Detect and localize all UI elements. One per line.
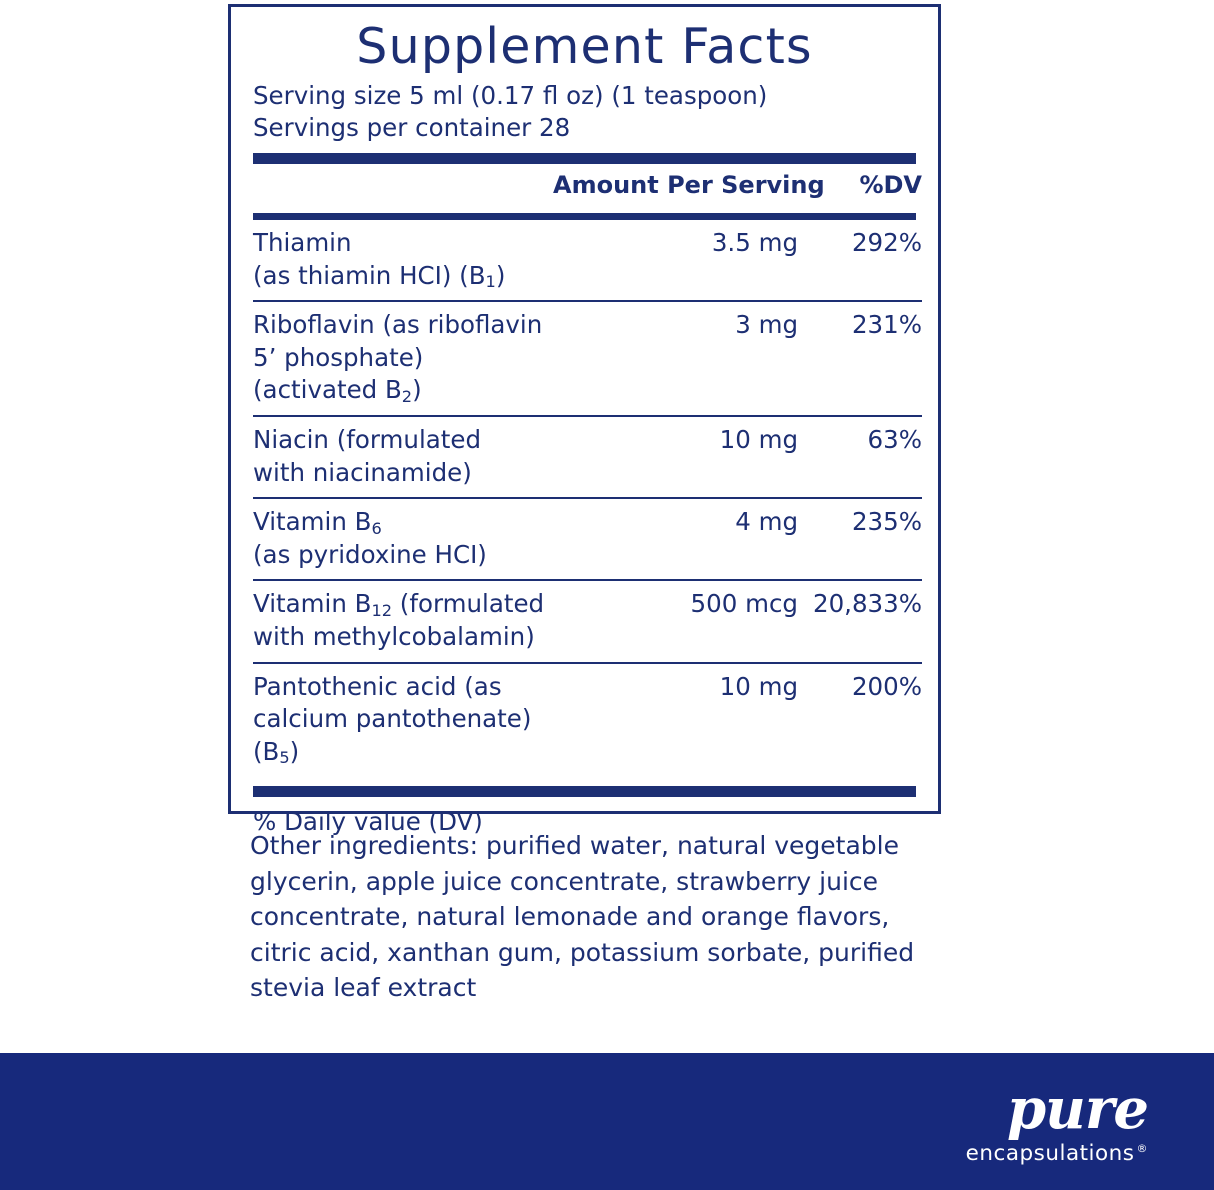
column-header-name bbox=[253, 164, 553, 207]
nutrient-name-line1-sub: 6 bbox=[371, 518, 382, 538]
nutrient-name-line2-pre: calcium pantothenate) (B bbox=[253, 704, 532, 766]
nutrient-amount: 4 mg bbox=[553, 498, 798, 580]
nutrient-name bbox=[253, 498, 553, 580]
table-row bbox=[253, 416, 922, 498]
daily-value-note: % Daily value (DV) bbox=[253, 807, 483, 837]
supplement-facts-panel bbox=[228, 4, 941, 837]
nutrient-amount: 3.5 mg bbox=[711, 228, 798, 258]
nutrient-name bbox=[253, 220, 553, 301]
page-title: Supplement Facts bbox=[356, 18, 813, 75]
nutrient-name-line2-sub: 1 bbox=[485, 272, 496, 292]
serving-size-text: Serving size 5 ml (0.17 fl oz) (1 teaspoon) bbox=[253, 81, 768, 111]
nutrient-dv: 292% bbox=[851, 228, 922, 258]
column-header-dv: %DV bbox=[859, 171, 922, 200]
nutrient-dv: 63% bbox=[798, 416, 922, 498]
nutrient-name-line1-pre: Vitamin B bbox=[253, 507, 372, 537]
nutrient-name-line1-post: (formulated bbox=[392, 589, 545, 619]
brand-tagline bbox=[966, 1141, 1148, 1166]
table-header-row bbox=[253, 164, 922, 207]
nutrition-table bbox=[253, 164, 922, 207]
nutrient-dv: 231% bbox=[798, 301, 922, 416]
nutrient-name-line2-post: ) bbox=[412, 375, 422, 405]
nutrient-name bbox=[253, 580, 553, 662]
nutrient-dv: 235% bbox=[798, 498, 922, 580]
nutrient-name-line2-pre: with niacinamide) bbox=[253, 457, 472, 487]
nutrient-name-line2-pre: (as pyridoxine HCI) bbox=[253, 539, 487, 569]
nutrient-name-line1-sub: 12 bbox=[371, 600, 393, 620]
nutrient-name-line1: Riboflavin (as riboflavin bbox=[253, 310, 543, 340]
nutrient-name bbox=[253, 301, 553, 416]
nutrient-name bbox=[253, 416, 553, 498]
servings-per-container-text: Servings per container 28 bbox=[253, 112, 571, 142]
rule-under-header bbox=[253, 213, 916, 220]
panel-inner bbox=[231, 18, 938, 838]
nutrient-name-line2-sub: 2 bbox=[401, 387, 413, 407]
nutrient-name-line2-post: ) bbox=[289, 736, 300, 766]
nutrient-name-line1: Niacin (formulated bbox=[253, 425, 482, 455]
table-row bbox=[253, 301, 922, 416]
table-row bbox=[253, 580, 922, 662]
nutrient-name-line1-pre: Vitamin B bbox=[253, 589, 372, 619]
rule-thick-top bbox=[253, 153, 916, 164]
table-row bbox=[253, 663, 922, 777]
nutrient-amount: 10 mg bbox=[553, 663, 798, 777]
brand-name: pure bbox=[1006, 1076, 1148, 1142]
other-ingredients-text: Other ingredients: purified water, natural vegetable glycerin, apple juice concentrate, strawberry juice concentrate, natural lemonade and orange flavors, citric acid, xanthan gum, potassium sorbate, purified stevia leaf extract bbox=[250, 831, 915, 1002]
nutrient-dv: 200% bbox=[798, 663, 922, 777]
rule-thick-bottom bbox=[253, 786, 916, 797]
table-row bbox=[253, 220, 922, 301]
brand-tagline-text: encapsulations bbox=[965, 1141, 1135, 1166]
nutrient-name-line2-pre: with methylcobalamin) bbox=[253, 621, 535, 651]
nutrient-dv: 20,833% bbox=[798, 580, 922, 662]
registered-trademark-icon: ® bbox=[1136, 1141, 1148, 1155]
nutrient-name bbox=[253, 663, 553, 777]
nutrient-name-line2-sub: 5 bbox=[279, 748, 290, 768]
nutrient-name-line2-pre: 5’ phosphate) (activated B bbox=[253, 342, 424, 405]
nutrient-amount: 10 mg bbox=[553, 416, 798, 498]
nutrient-name-line1: Thiamin bbox=[253, 228, 352, 258]
nutrient-name-line1: Pantothenic acid (as bbox=[253, 671, 502, 701]
nutrient-amount: 500 mcg bbox=[553, 580, 798, 662]
footer-bar bbox=[0, 1053, 1214, 1190]
nutrient-name-line2-post: ) bbox=[495, 260, 506, 290]
serving-info bbox=[253, 80, 916, 143]
brand-logo bbox=[965, 1076, 1148, 1166]
nutrition-rows-table bbox=[253, 220, 922, 776]
nutrient-name-line2-pre: (as thiamin HCI) (B bbox=[253, 260, 486, 290]
table-row bbox=[253, 498, 922, 580]
column-header-amount: Amount Per Serving bbox=[553, 171, 825, 200]
nutrient-amount: 3 mg bbox=[553, 301, 798, 416]
